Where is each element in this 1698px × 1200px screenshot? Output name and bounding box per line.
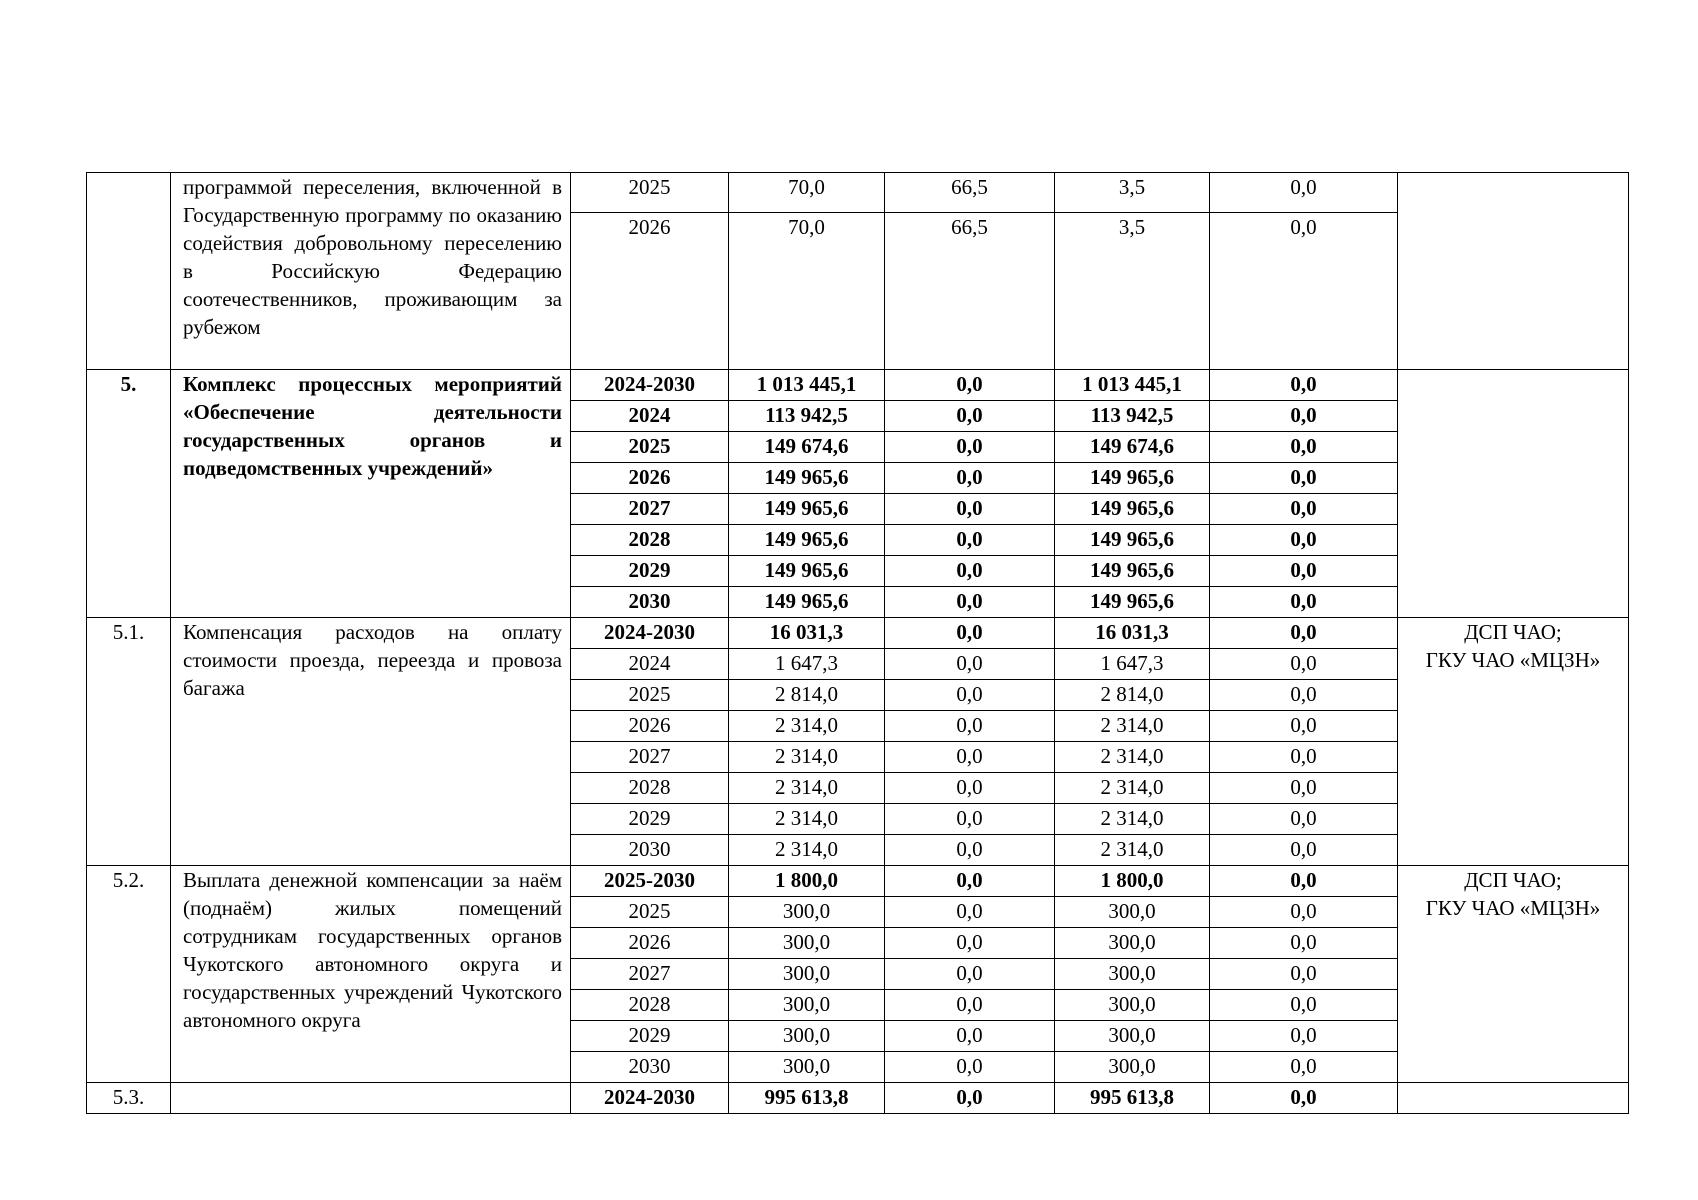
year-cell: 2030 (571, 835, 729, 866)
other-sources-cell: 0,0 (1210, 432, 1398, 463)
item-name: программой переселения, включенной в Государственную программу по оказанию содействия добровольному переселению в Российскую Федерацию соотечественников, проживающим за рубежом (171, 173, 571, 370)
total-cell: 149 965,6 (729, 525, 885, 556)
year-cell: 2028 (571, 990, 729, 1021)
other-sources-cell: 0,0 (1210, 525, 1398, 556)
table-row (87, 370, 1629, 401)
other-sources-cell: 0,0 (1210, 587, 1398, 618)
item-name (171, 1083, 571, 1114)
total-cell: 2 314,0 (729, 742, 885, 773)
total-cell: 300,0 (729, 1021, 885, 1052)
total-cell: 1 013 445,1 (729, 370, 885, 401)
other-sources-cell: 0,0 (1210, 742, 1398, 773)
regional-budget-cell: 3,5 (1055, 213, 1210, 370)
total-cell: 2 314,0 (729, 711, 885, 742)
other-sources-cell: 0,0 (1210, 835, 1398, 866)
federal-budget-cell: 0,0 (885, 897, 1055, 928)
year-cell: 2025-2030 (571, 866, 729, 897)
federal-budget-cell: 0,0 (885, 1052, 1055, 1083)
federal-budget-cell: 0,0 (885, 370, 1055, 401)
year-cell: 2024 (571, 649, 729, 680)
regional-budget-cell: 300,0 (1055, 1021, 1210, 1052)
year-cell: 2027 (571, 742, 729, 773)
item-name: Выплата денежной компенсации за наём (поднаём) жилых помещений сотрудникам государственных органов Чукотского автономного округа и государственных учреждений Чукотского автономного округа (171, 866, 571, 1083)
federal-budget-cell: 0,0 (885, 990, 1055, 1021)
other-sources-cell: 0,0 (1210, 990, 1398, 1021)
regional-budget-cell: 149 674,6 (1055, 432, 1210, 463)
item-number: 5. (87, 370, 171, 618)
regional-budget-cell: 1 800,0 (1055, 866, 1210, 897)
regional-budget-cell: 1 647,3 (1055, 649, 1210, 680)
year-cell: 2030 (571, 1052, 729, 1083)
total-cell: 2 314,0 (729, 835, 885, 866)
federal-budget-cell: 0,0 (885, 680, 1055, 711)
regional-budget-cell: 300,0 (1055, 990, 1210, 1021)
year-cell: 2025 (571, 897, 729, 928)
regional-budget-cell: 2 314,0 (1055, 804, 1210, 835)
year-cell: 2028 (571, 773, 729, 804)
federal-budget-cell: 0,0 (885, 556, 1055, 587)
regional-budget-cell: 995 613,8 (1055, 1083, 1210, 1114)
regional-budget-cell: 2 314,0 (1055, 711, 1210, 742)
federal-budget-cell: 0,0 (885, 835, 1055, 866)
executor-cell (1398, 370, 1629, 618)
table-row (87, 866, 1629, 897)
federal-budget-cell: 0,0 (885, 1083, 1055, 1114)
federal-budget-cell: 0,0 (885, 928, 1055, 959)
federal-budget-cell: 0,0 (885, 866, 1055, 897)
other-sources-cell: 0,0 (1210, 1052, 1398, 1083)
regional-budget-cell: 149 965,6 (1055, 556, 1210, 587)
other-sources-cell: 0,0 (1210, 618, 1398, 649)
federal-budget-cell: 0,0 (885, 1021, 1055, 1052)
regional-budget-cell: 2 814,0 (1055, 680, 1210, 711)
federal-budget-cell: 0,0 (885, 432, 1055, 463)
total-cell: 149 965,6 (729, 587, 885, 618)
item-number: 5.2. (87, 866, 171, 1083)
federal-budget-cell: 0,0 (885, 649, 1055, 680)
table-row (87, 173, 1629, 213)
year-cell: 2024-2030 (571, 370, 729, 401)
other-sources-cell: 0,0 (1210, 804, 1398, 835)
total-cell: 149 674,6 (729, 432, 885, 463)
regional-budget-cell: 300,0 (1055, 959, 1210, 990)
total-cell: 113 942,5 (729, 401, 885, 432)
year-cell: 2030 (571, 587, 729, 618)
year-cell: 2026 (571, 711, 729, 742)
item-number: 5.3. (87, 1083, 171, 1114)
other-sources-cell: 0,0 (1210, 494, 1398, 525)
regional-budget-cell: 300,0 (1055, 928, 1210, 959)
regional-budget-cell: 2 314,0 (1055, 742, 1210, 773)
year-cell: 2025 (571, 680, 729, 711)
other-sources-cell: 0,0 (1210, 773, 1398, 804)
regional-budget-cell: 16 031,3 (1055, 618, 1210, 649)
other-sources-cell: 0,0 (1210, 928, 1398, 959)
year-cell: 2027 (571, 494, 729, 525)
other-sources-cell: 0,0 (1210, 897, 1398, 928)
regional-budget-cell: 300,0 (1055, 897, 1210, 928)
total-cell: 2 314,0 (729, 804, 885, 835)
regional-budget-cell: 1 013 445,1 (1055, 370, 1210, 401)
regional-budget-cell: 149 965,6 (1055, 525, 1210, 556)
year-cell: 2029 (571, 804, 729, 835)
other-sources-cell: 0,0 (1210, 213, 1398, 370)
regional-budget-cell: 113 942,5 (1055, 401, 1210, 432)
year-cell: 2025 (571, 432, 729, 463)
year-cell: 2026 (571, 213, 729, 370)
federal-budget-cell: 0,0 (885, 525, 1055, 556)
other-sources-cell: 0,0 (1210, 866, 1398, 897)
other-sources-cell: 0,0 (1210, 173, 1398, 213)
federal-budget-cell: 0,0 (885, 494, 1055, 525)
year-cell: 2026 (571, 463, 729, 494)
regional-budget-cell: 149 965,6 (1055, 494, 1210, 525)
regional-budget-cell: 2 314,0 (1055, 773, 1210, 804)
total-cell: 149 965,6 (729, 463, 885, 494)
regional-budget-cell: 3,5 (1055, 173, 1210, 213)
year-cell: 2026 (571, 928, 729, 959)
federal-budget-cell: 0,0 (885, 959, 1055, 990)
year-cell: 2028 (571, 525, 729, 556)
other-sources-cell: 0,0 (1210, 649, 1398, 680)
total-cell: 300,0 (729, 897, 885, 928)
item-number: 5.1. (87, 618, 171, 866)
executor-cell: ДСП ЧАО; ГКУ ЧАО «МЦЗН» (1398, 866, 1629, 1083)
year-cell: 2024-2030 (571, 1083, 729, 1114)
federal-budget-cell: 0,0 (885, 742, 1055, 773)
total-cell: 16 031,3 (729, 618, 885, 649)
other-sources-cell: 0,0 (1210, 711, 1398, 742)
total-cell: 70,0 (729, 213, 885, 370)
total-cell: 300,0 (729, 990, 885, 1021)
other-sources-cell: 0,0 (1210, 1021, 1398, 1052)
total-cell: 70,0 (729, 173, 885, 213)
federal-budget-cell: 0,0 (885, 711, 1055, 742)
regional-budget-cell: 149 965,6 (1055, 463, 1210, 494)
other-sources-cell: 0,0 (1210, 556, 1398, 587)
regional-budget-cell: 300,0 (1055, 1052, 1210, 1083)
executor-cell (1398, 173, 1629, 370)
other-sources-cell: 0,0 (1210, 959, 1398, 990)
regional-budget-cell: 2 314,0 (1055, 835, 1210, 866)
year-cell: 2025 (571, 173, 729, 213)
funding-table-body (87, 173, 1629, 1114)
funding-table (86, 172, 1629, 1114)
total-cell: 995 613,8 (729, 1083, 885, 1114)
federal-budget-cell: 66,5 (885, 213, 1055, 370)
table-row (87, 618, 1629, 649)
federal-budget-cell: 0,0 (885, 401, 1055, 432)
other-sources-cell: 0,0 (1210, 680, 1398, 711)
other-sources-cell: 0,0 (1210, 401, 1398, 432)
executor-cell: ДСП ЧАО; ГКУ ЧАО «МЦЗН» (1398, 618, 1629, 866)
total-cell: 1 800,0 (729, 866, 885, 897)
other-sources-cell: 0,0 (1210, 1083, 1398, 1114)
federal-budget-cell: 0,0 (885, 618, 1055, 649)
item-number (87, 173, 171, 370)
total-cell: 149 965,6 (729, 556, 885, 587)
year-cell: 2029 (571, 1021, 729, 1052)
year-cell: 2024 (571, 401, 729, 432)
federal-budget-cell: 0,0 (885, 773, 1055, 804)
total-cell: 300,0 (729, 928, 885, 959)
total-cell: 300,0 (729, 959, 885, 990)
total-cell: 2 314,0 (729, 773, 885, 804)
year-cell: 2029 (571, 556, 729, 587)
federal-budget-cell: 0,0 (885, 463, 1055, 494)
year-cell: 2027 (571, 959, 729, 990)
other-sources-cell: 0,0 (1210, 370, 1398, 401)
total-cell: 2 814,0 (729, 680, 885, 711)
federal-budget-cell: 66,5 (885, 173, 1055, 213)
table-row (87, 1083, 1629, 1114)
federal-budget-cell: 0,0 (885, 587, 1055, 618)
total-cell: 1 647,3 (729, 649, 885, 680)
total-cell: 300,0 (729, 1052, 885, 1083)
item-name: Комплекс процессных мероприятий «Обеспечение деятельности государственных органов и подведомственных учреждений» (171, 370, 571, 618)
regional-budget-cell: 149 965,6 (1055, 587, 1210, 618)
executor-cell (1398, 1083, 1629, 1114)
other-sources-cell: 0,0 (1210, 463, 1398, 494)
year-cell: 2024-2030 (571, 618, 729, 649)
federal-budget-cell: 0,0 (885, 804, 1055, 835)
total-cell: 149 965,6 (729, 494, 885, 525)
item-name: Компенсация расходов на оплату стоимости проезда, переезда и провоза багажа (171, 618, 571, 866)
